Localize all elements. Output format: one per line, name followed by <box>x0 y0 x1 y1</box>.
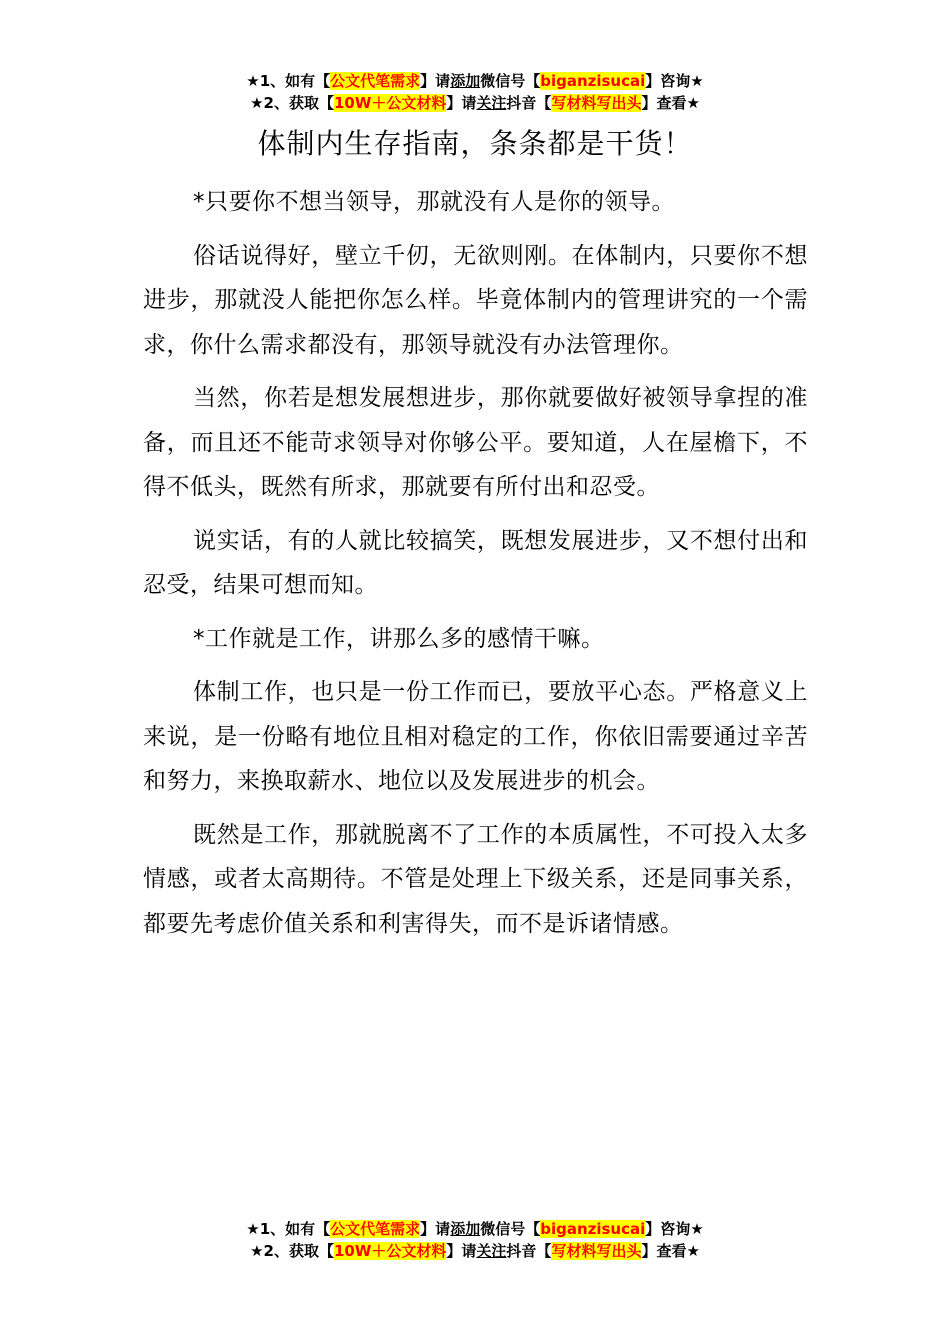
star-icon: ★ <box>246 1220 260 1238</box>
ad-text: 1、如有【 <box>259 1220 331 1238</box>
ad-text: 】请 <box>446 1242 477 1260</box>
paragraph: *只要你不想当领导，那就没有人是你的领导。 <box>193 189 675 215</box>
ad-text: 】请 <box>420 1220 451 1238</box>
ad-text: 2、获取【 <box>263 1242 334 1260</box>
paragraph: 说实话，有的人就比较搞笑，既想发展进步，又不想付出和忍受，结果可想而知。 <box>143 527 808 598</box>
ad-text: 1、如有【 <box>259 72 331 90</box>
footer-ad-line-2 <box>0 1240 950 1262</box>
ad-text: 微信号【 <box>480 1220 541 1238</box>
footer-ad-banner <box>0 1218 950 1262</box>
highlight-wechat-id: biganzisucai <box>540 72 646 90</box>
ad-text-underlined: 添加 <box>450 72 481 90</box>
ad-text: 】查看★ <box>641 1242 700 1260</box>
ad-text: 抖音【 <box>506 1242 552 1260</box>
ad-text: 】请 <box>420 72 451 90</box>
ad-text: 】查看★ <box>641 94 700 112</box>
ad-text-underlined: 关注 <box>476 94 507 112</box>
highlight-douyin-account: 写材料写出头 <box>551 1242 642 1260</box>
highlight-douyin-account: 写材料写出头 <box>551 94 642 112</box>
ad-text: 】咨询★ <box>645 1220 704 1238</box>
star-icon: ★ <box>246 72 260 90</box>
document-title: 体制内生存指南，条条都是干货！ <box>257 127 693 160</box>
highlight-materials: 10W＋公文材料 <box>333 94 447 112</box>
highlight-ghostwriting: 公文代笔需求 <box>330 72 421 90</box>
paragraph: 体制工作，也只是一份工作而已，要放平心态。严格意义上来说，是一份略有地位且相对稳定的工作，你依旧需要通过辛苦和努力，来换取薪水、地位以及发展进步的机会。 <box>143 679 808 794</box>
header-ad-line-1 <box>0 70 950 92</box>
ad-text: 2、获取【 <box>263 94 334 112</box>
highlight-ghostwriting: 公文代笔需求 <box>330 1220 421 1238</box>
ad-text-underlined: 关注 <box>476 1242 507 1260</box>
ad-text: 】咨询★ <box>645 72 704 90</box>
highlight-wechat-id: biganzisucai <box>540 1220 646 1238</box>
paragraph: *工作就是工作，讲那么多的感情干嘛。 <box>193 625 605 652</box>
star-icon: ★ <box>250 1242 264 1260</box>
header-ad-line-2 <box>0 92 950 114</box>
ad-text: 抖音【 <box>506 94 552 112</box>
ad-text-underlined: 添加 <box>450 1220 481 1238</box>
paragraph: 当然，你若是想发展想进步，那你就要做好被领导拿捏的准备，而且还不能苛求领导对你够公平。要知道，人在屋檐下，不得不低头，既然有所求，那就要有所付出和忍受。 <box>143 385 808 500</box>
footer-ad-line-1 <box>0 1218 950 1240</box>
highlight-materials: 10W＋公文材料 <box>333 1242 447 1260</box>
paragraph: 俗话说得好，壁立千仞，无欲则刚。在体制内，只要你不想进步，那就没人能把你怎么样。毕竟体制内的管理讲究的一个需求，你什么需求都没有，那领导就没有办法管理你。 <box>143 242 808 358</box>
document-body <box>143 180 808 955</box>
ad-text: 微信号【 <box>480 72 541 90</box>
header-ad-banner <box>0 70 950 114</box>
paragraph: 既然是工作，那就脱离不了工作的本质属性，不可投入太多情感，或者太高期待。不管是处理上下级关系，还是同事关系，都要先考虑价值关系和利害得失，而不是诉诸情感。 <box>143 821 808 937</box>
star-icon: ★ <box>250 94 264 112</box>
ad-text: 】请 <box>446 94 477 112</box>
